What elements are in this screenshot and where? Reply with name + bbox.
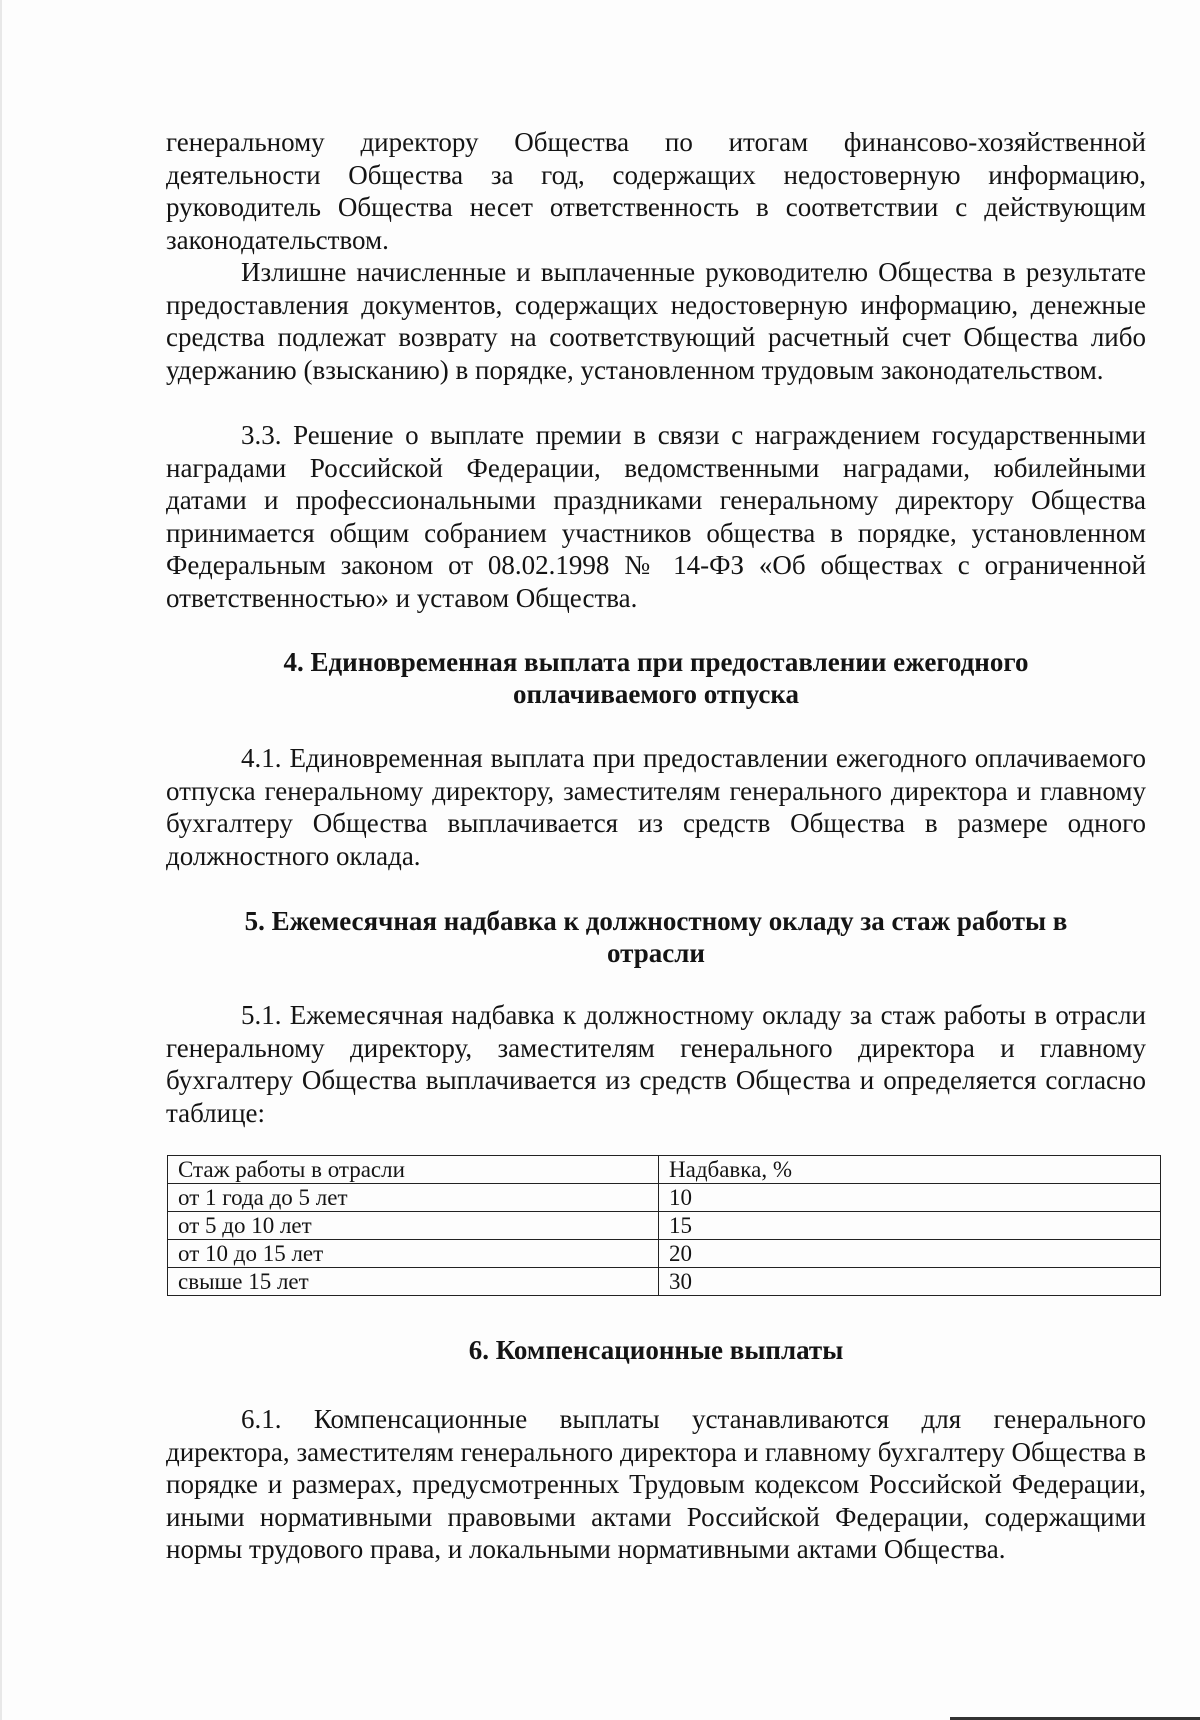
paragraph-top: генеральному директору Общества по итогам финансово-хозяйственной деятельности Общества за год, содержащих недостоверную информацию, руководитель Общества несет ответственность в соответствии с действующим законодательством.: [166, 127, 1146, 255]
section-5-heading: [166, 905, 1146, 969]
table-cell-seniority: свыше 15 лет: [168, 1268, 659, 1296]
table-cell-bonus: 10: [659, 1184, 1161, 1212]
section-4-title-line2: оплачиваемого отпуска: [512, 679, 800, 709]
table-row: [168, 1184, 1161, 1212]
paragraph-excess-payments: Излишне начисленные и выплаченные руководителю Общества в результате предоставления документов, содержащих недостоверную информацию, денежные средства подлежат возврату на соответствующий расчетный счет Общества либо удержанию (взысканию) в порядке, установленном трудовым законодательством.: [166, 257, 1146, 385]
table-cell-bonus: 20: [659, 1240, 1161, 1268]
table-row: [168, 1240, 1161, 1268]
section-4-heading: [166, 646, 1146, 710]
table-cell-seniority: от 5 до 10 лет: [168, 1212, 659, 1240]
table-header-row: [168, 1156, 1161, 1184]
paragraph-6-1: 6.1. Компенсационные выплаты устанавливаются для генерального директора, заместителям генерального директора и главному бухгалтеру Общества в порядке и размерах, предусмотренных Трудовым кодексом Российской Федерации, иными нормативными правовыми актами Российской Федерации, содержащими нормы трудового права, и локальными нормативными актами Общества.: [166, 1404, 1146, 1564]
section-4-title-line1: 4. Единовременная выплата при предоставлении ежегодного: [283, 647, 1029, 677]
table-header-cell: Надбавка, %: [659, 1156, 1161, 1184]
table-cell-bonus: 15: [659, 1212, 1161, 1240]
table-header-cell: Стаж работы в отрасли: [168, 1156, 659, 1184]
paragraph-4-1: 4.1. Единовременная выплата при предоставлении ежегодного оплачиваемого отпуска генеральному директору, заместителям генерального директора и главному бухгалтеру Общества выплачивается из средств Общества в размере одного должностного оклада.: [166, 743, 1146, 871]
section-5-title-line1: 5. Ежемесячная надбавка к должностному окладу за стаж работы в: [244, 906, 1068, 936]
scan-edge-shadow: [0, 0, 2, 1720]
seniority-table: [167, 1155, 1161, 1296]
table-cell-seniority: от 1 года до 5 лет: [168, 1184, 659, 1212]
table-cell-seniority: от 10 до 15 лет: [168, 1240, 659, 1268]
section-6-heading: [166, 1334, 1146, 1366]
table-row: [168, 1212, 1161, 1240]
section-5-title-line2: отрасли: [607, 938, 705, 968]
section-6-title: 6. Компенсационные выплаты: [468, 1335, 844, 1365]
paragraph-3-3: 3.3. Решение о выплате премии в связи с награждением государственными наградами Российской Федерации, ведомственными наградами, юбилейными датами и профессиональными праздниками генеральному директору Общества принимается общим собранием участников общества в порядке, установленном Федеральным законом от 08.02.1998 № 14-ФЗ «Об обществах с ограниченной ответственностью» и уставом Общества.: [166, 420, 1146, 613]
table-cell-bonus: 30: [659, 1268, 1161, 1296]
paragraph-5-1: 5.1. Ежемесячная надбавка к должностному окладу за стаж работы в отрасли генеральному директору, заместителям генерального директора и главному бухгалтеру Общества выплачивается из средств Общества и определяется согласно таблице:: [166, 1000, 1146, 1128]
table-row: [168, 1268, 1161, 1296]
